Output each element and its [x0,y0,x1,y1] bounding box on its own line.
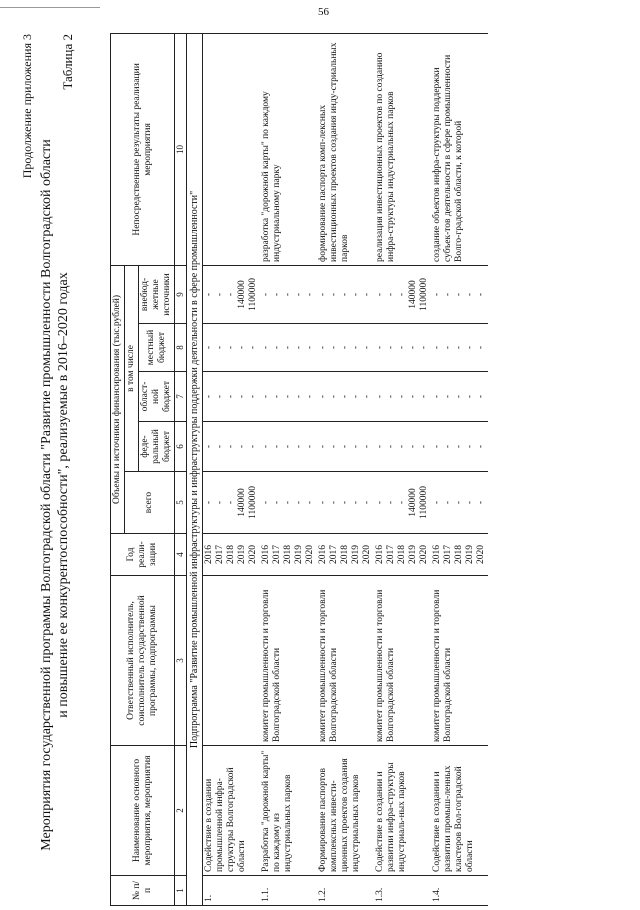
row-federal: - - - - - [317,422,374,472]
col-index: 5 [175,472,187,534]
row-regional: - - - - - [203,372,261,422]
row-num: 1. [203,876,261,906]
row-result: формирование паспорта комп-лексных инвестиционных проектов создания инду-стриальных парков [317,33,374,265]
header-year: Год реали-зации [111,534,175,576]
appendix-note: Продолжение приложения 3 [20,34,34,179]
col-index: 4 [175,534,187,576]
col-index: 9 [175,265,187,323]
row-total: - - - - - [431,472,488,534]
row-extra: - - - 140000 1100000 [203,265,261,323]
row-executor: комитет промышленности и торговли Волгоградской области [260,576,317,746]
row-local: - - - - - [203,324,261,372]
row-regional: - - - - - [317,372,374,422]
row-regional: - - - - - [374,372,431,422]
row-total: - - - 140000 1100000 [374,472,431,534]
title-line-1: Мероприятия государственной программы Волгоградской области "Развитие промышленности Волгоградской области [39,139,54,851]
title-line-2: и повышение ее конкурентоспособности", реализуемые в 2016–2020 годах [56,272,71,718]
row-total: - - - 140000 1100000 [203,472,261,534]
row-executor: комитет промышленности и торговли Волгоградской области [317,576,374,746]
row-result: создание объектов инфра-структуры поддержки субъек-тов деятельности в сфере промышленности Волго-градской области, к которой [431,33,488,265]
header-executor: Ответственный исполнитель, соисполнитель государственной программы, подпрограммы [111,576,175,746]
header-funding: Объемы и источники финансирования (тыс.рублей) [111,265,125,533]
row-federal: - - - - - [203,422,261,472]
row-name: Формирование паспортов комплексных инвести-ционных проектов создания индустриальных парков [317,746,374,876]
row-num: 1.1. [260,876,317,906]
row-name: Содействие в создании и развитии промыш-ленных кластеров Вол-гоградской области [431,746,488,876]
measures-table [110,33,488,906]
row-num: 1.3. [374,876,431,906]
col-index: 3 [175,576,187,746]
header-incl: в том числе [125,265,139,471]
row-local: - - - - - [260,324,317,372]
table-row [431,33,488,905]
col-index: 2 [175,746,187,876]
row-name: Содействие в создании промышленной инфра-структуры Волгоградской области [203,746,261,876]
row-years: 2016 2017 2018 2019 2020 [260,534,317,576]
subprogram-title: Подпрограмма "Развитие промышленной инфраструктуры и инфраструктуры поддержки деятельности в сфере промышленности" [187,33,203,905]
row-years: 2016 2017 2018 2019 2020 [203,534,261,576]
row-result [203,33,261,265]
row-result: реализация инвестиционных проектов по созданию инфра-структуры индустриальных парков [374,33,431,265]
row-local: - - - - - [431,324,488,372]
header-local: местный бюджет [139,324,175,372]
row-regional: - - - - - [431,372,488,422]
row-years: 2016 2017 2018 2019 2020 [374,534,431,576]
row-num: 1.4. [431,876,488,906]
row-federal: - - - - - [260,422,317,472]
row-result: разработка "дорожной карты" по каждому индустриальному парку [260,33,317,265]
row-name: Разработка "дорожной карты" по каждому из индустриальных парков [260,746,317,876]
row-local: - - - - - [317,324,374,372]
table-row [260,33,317,905]
header-num: № п/п [111,876,175,906]
page-number: 56 [318,6,329,18]
row-local: - - - - - [374,324,431,372]
table-row [317,33,374,905]
row-extra: - - - - - [431,265,488,323]
row-regional: - - - - - [260,372,317,422]
row-total: - - - - - [260,472,317,534]
header-results: Непосредственные результаты реализации мероприятия [111,33,175,265]
row-extra: - - - - - [317,265,374,323]
rotated-page [10,30,620,910]
row-extra: - - - 140000 1100000 [374,265,431,323]
header-extra: внебюд-жетные источники [139,265,175,323]
col-index: 1 [175,876,187,906]
document-title [38,120,72,870]
row-years: 2016 2017 2018 2019 2020 [431,534,488,576]
row-federal: - - - - - [374,422,431,472]
row-years: 2016 2017 2018 2019 2020 [317,534,374,576]
row-federal: - - - - - [431,422,488,472]
row-executor: комитет промышленности и торговли Волгоградской области [374,576,431,746]
header-name: Наименование основного мероприятия, мероприятия [111,746,175,876]
row-extra: - - - - - [260,265,317,323]
col-index: 8 [175,324,187,372]
scan-edge [0,0,100,8]
header-total: всего [125,472,175,534]
table-label: Таблица 2 [60,34,75,90]
row-executor [203,576,261,746]
row-total: - - - - - [317,472,374,534]
header-regional: област-ной бюджет [139,372,175,422]
row-num: 1.2. [317,876,374,906]
col-index: 6 [175,422,187,472]
col-index: 7 [175,372,187,422]
table-row [203,33,261,905]
header-federal: феде-ральный бюджет [139,422,175,472]
row-name: Содействие в создании и развитии инфра-структуры индустриаль-ных парков [374,746,431,876]
row-executor: комитет промышленности и торговли Волгоградской области [431,576,488,746]
col-index: 10 [175,33,187,265]
table-row [374,33,431,905]
